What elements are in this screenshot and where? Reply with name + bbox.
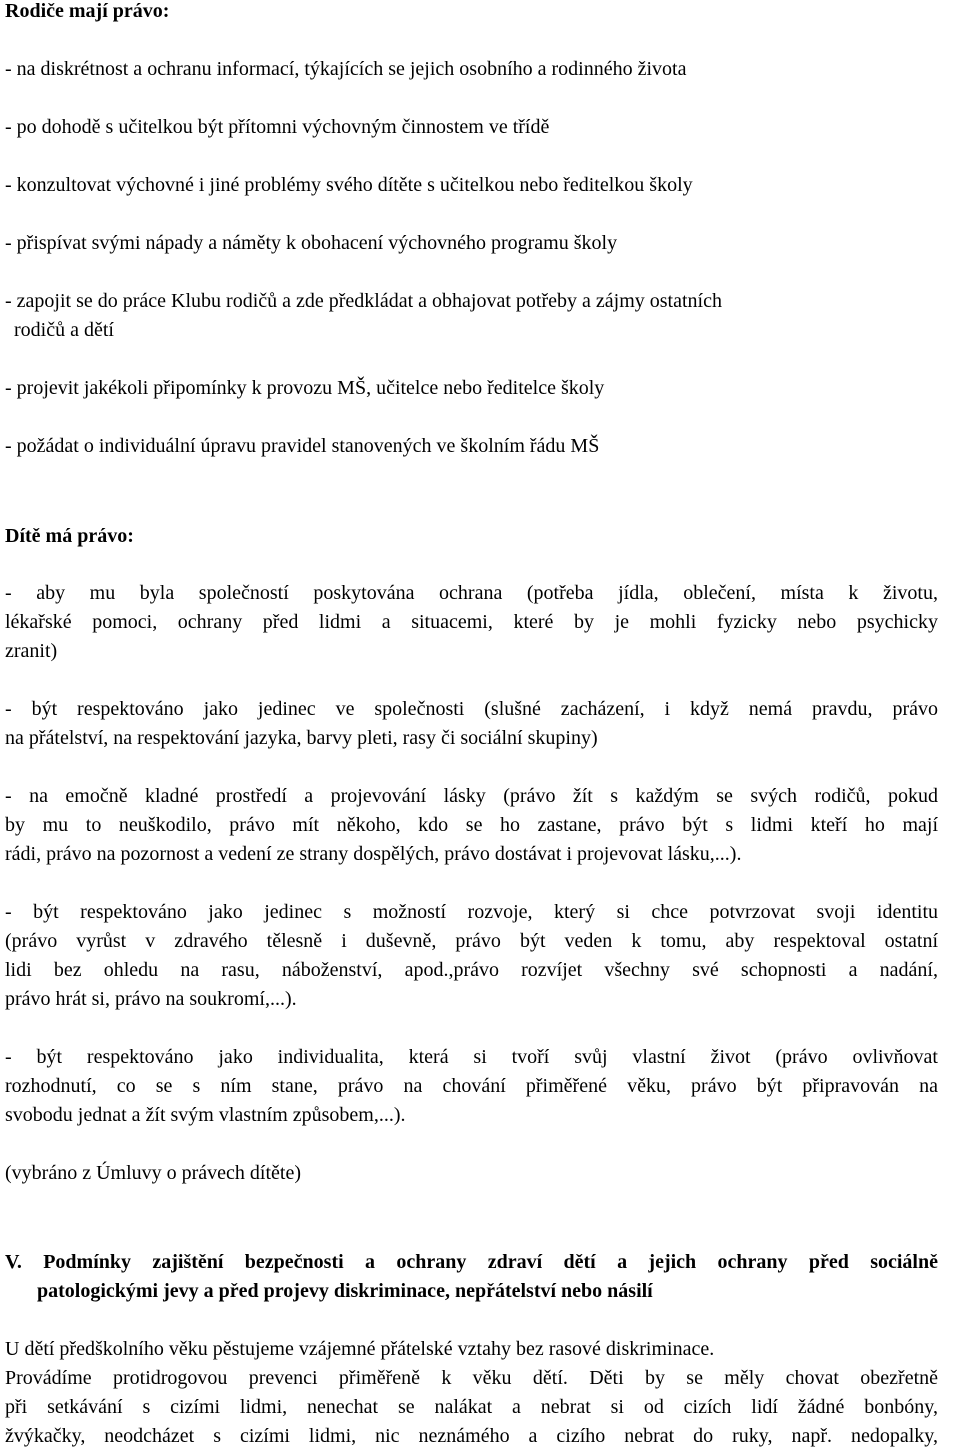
- child-right-paragraph-line: - aby mu byla společností poskytována ochrana (potřeba jídla, oblečení, místa k životu,: [5, 582, 938, 604]
- child-rights-heading: Dítě má právo:: [5, 525, 134, 547]
- parents-right-item: - konzultovat výchovné i jiné problémy svého dítěte s učitelkou nebo ředitelkou školy: [5, 174, 693, 196]
- parents-right-item: - na diskrétnost a ochranu informací, týkajících se jejich osobního a rodinného života: [5, 58, 687, 80]
- parents-rights-heading: Rodiče mají právo:: [5, 0, 170, 22]
- section-v-body-line: Provádíme protidrogovou prevenci přiměřeně k věku dětí. Děti by se měly chovat obezřetně: [5, 1367, 938, 1389]
- child-right-paragraph-line: - být respektováno jako jedinec s možností rozvoje, který si chce potvrzovat svoji identitu: [5, 901, 938, 923]
- parents-right-item: - přispívat svými nápady a náměty k obohacení výchovného programu školy: [5, 232, 618, 254]
- child-right-paragraph-line: rádi, právo na pozornost a vedení ze strany dospělých, právo dostávat i projevovat lásku,...).: [5, 843, 742, 865]
- child-right-paragraph-line: by mu to neuškodilo, právo mít někoho, kdo se ho zastane, právo být s lidmi kteří ho mají: [5, 814, 938, 836]
- child-right-paragraph-line: (právo vyrůst v zdravého tělesně i duševně, právo být veden k tomu, aby respektoval ostatní: [5, 930, 938, 952]
- parents-right-item: - zapojit se do práce Klubu rodičů a zde předkládat a obhajovat potřeby a zájmy ostatních: [5, 290, 722, 312]
- child-right-paragraph-line: právo hrát si, právo na soukromí,...).: [5, 988, 297, 1010]
- parents-right-item: - požádat o individuální úpravu pravidel stanovených ve školním řádu MŠ: [5, 435, 600, 457]
- child-right-paragraph-line: lékařské pomoci, ochrany před lidmi a situacemi, které by je mohli fyzicky nebo psychicky: [5, 611, 938, 633]
- section-v-heading-continuation: patologickými jevy a před projevy diskriminace, nepřátelství nebo násilí: [37, 1280, 653, 1302]
- child-right-paragraph-line: - na emočně kladné prostředí a projevování lásky (právo žít s každým se svých rodičů, pokud: [5, 785, 938, 807]
- child-right-paragraph-line: zranit): [5, 640, 58, 662]
- parents-right-item-continuation: rodičů a dětí: [14, 319, 114, 341]
- child-rights-source-note: (vybráno z Úmluvy o právech dítěte): [5, 1162, 302, 1184]
- child-right-paragraph-line: lidi bez ohledu na rasu, náboženství, apod.,právo rozvíjet všechny své schopnosti a nadání,: [5, 959, 938, 981]
- section-v-heading: V. Podmínky zajištění bezpečnosti a ochrany zdraví dětí a jejich ochrany před sociálně: [5, 1251, 938, 1273]
- section-v-body-line: při setkávání s cizími lidmi, nenechat se nalákat a nebrat si od cizích lidí žádné bonbóny,: [5, 1396, 938, 1418]
- child-right-paragraph-line: na přátelství, na respektování jazyka, barvy pleti, rasy či sociální skupiny): [5, 727, 598, 749]
- parents-right-item: - projevit jakékoli připomínky k provozu MŠ, učitelce nebo ředitelce školy: [5, 377, 605, 399]
- parents-right-item: - po dohodě s učitelkou být přítomni výchovným činnostem ve třídě: [5, 116, 550, 138]
- child-right-paragraph-line: rozhodnutí, co se s ním stane, právo na chování přiměřené věku, právo být připravován na: [5, 1075, 938, 1097]
- section-v-body-line: žvýkačky, neodcházet s cizími lidmi, nic neznámého a cizího nebrat do ruky, např. nedopalky,: [5, 1425, 938, 1447]
- child-right-paragraph-line: svobodu jednat a žít svým vlastním způsobem,...).: [5, 1104, 406, 1126]
- section-v-body-line: U dětí předškolního věku pěstujeme vzájemné přátelské vztahy bez rasové diskriminace.: [5, 1338, 715, 1360]
- child-right-paragraph-line: - být respektováno jako jedinec ve společnosti (slušné zacházení, i když nemá pravdu, právo: [5, 698, 938, 720]
- child-right-paragraph-line: - být respektováno jako individualita, která si tvoří svůj vlastní život (právo ovlivňovat: [5, 1046, 938, 1068]
